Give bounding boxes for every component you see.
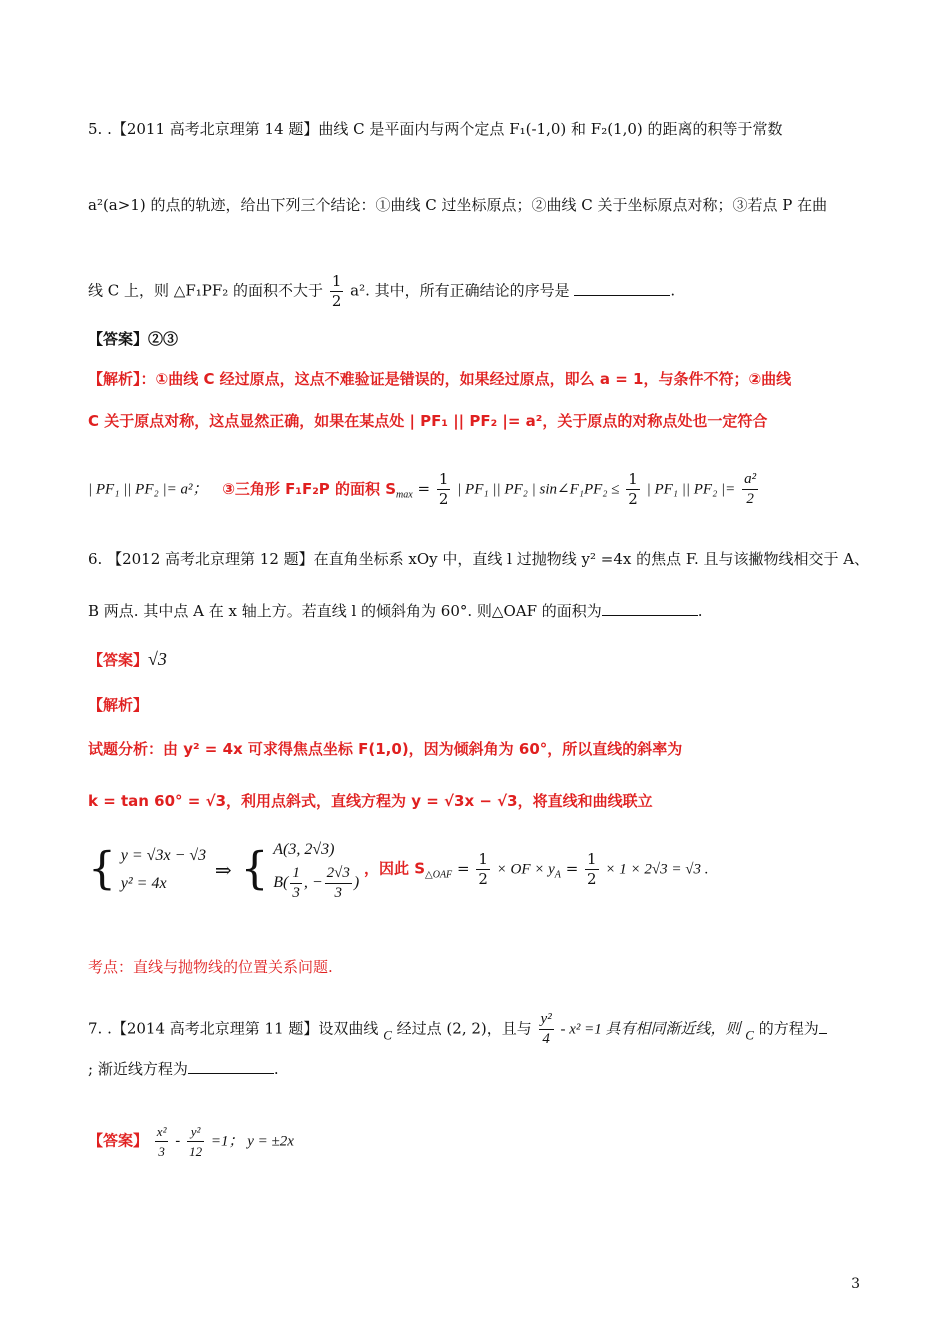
q5-analysis-line3: | PF₁ || PF₂ |= a²； ③三角形 F₁F₂P 的面积 $S_{max}$ = $\frac{1}{2}$ | PF₁ || PF₂ | sin∠F₁PF₂ ≤ $\frac{1}{2}$ | PF₁ || PF₂ |= $\frac{\text{a²}}{2}$ [88, 470, 757, 508]
q7-line1: 7. .【2014 高考北京理第 11 题】设双曲线 C 经过点 (2, 2)，且与 $\frac{\text{y²}}{4}$ - x² =1 具有相同渐近线，则 C 的方程为 [88, 1010, 827, 1049]
page-number: 3 [851, 1276, 860, 1292]
answer-blank [188, 1059, 274, 1074]
q5-analysis-line1: 【解析】：①曲线 C 经过原点，这点不难验证是错误的，如果经过原点，即么 a = 1，与条件不符；②曲线 [88, 370, 792, 388]
q7-line2: ; 渐近线方程为 . [88, 1060, 279, 1078]
q5-answer: 【答案】②③ [88, 330, 179, 348]
q6-answer: 【答案】√3 [88, 649, 167, 669]
answer-blank [574, 281, 670, 296]
q6-line1: 6. 【2012 高考北京理第 12 题】在直角坐标系 xOy 中，直线 l 过抛物线 y² =4x 的焦点 F. 且与该撇物线相交于 A、 [88, 550, 870, 568]
q5-analysis-line2: C 关于原点对称，这点显然正确，如果在某点处 | PF₁ || PF₂ |= a²，关于原点的对称点处也一定符合 [88, 412, 768, 430]
q6-analysis-line2: k = tan 60° = √3，利用点斜式，直线方程为 y = √3x − √3，将直线和曲线联立 [88, 792, 653, 810]
q6-system: { y = √3x − √3 y² = 4x ⇒ { A(3, 2√3) B( $\frac{1}{3}$ , − $\frac{2√3}{3}$ ) ，因此 $S_{\triangle OAF}$ = $\frac{1}{2}$ × OF × $y_A$ = $\frac{1}{2}$ × 1 × 2√3 = √3 . [88, 841, 709, 901]
q6-keypoint: 考点：直线与抛物线的位置关系问题. [88, 958, 333, 976]
q7-answer: 【答案】 $\frac{\text{x²}}{3}$ - $\frac{\text{y²}}{12}$ =1； y = ±2x [88, 1124, 294, 1159]
q5-line2: a²(a>1) 的点的轨迹，给出下列三个结论：①曲线 C 过坐标原点；②曲线 C 关于坐标原点对称；③若点 P 在曲 [88, 196, 828, 214]
q6-line2: B 两点. 其中点 A 在 x 轴上方。若直线 l 的倾斜角为 60°. 则△OAF 的面积为 . [88, 602, 703, 620]
q5-line1: 5. .【2011 高考北京理第 14 题】曲线 C 是平面内与两个定点 F₁(-1,0) 和 F₂(1,0) 的距离的积等于常数 [88, 120, 783, 138]
q6-analysis-label: 【解析】 [88, 696, 149, 714]
q5-line3: 线 C 上，则 △F₁PF₂ 的面积不大于 $\frac{1}{2}$ a². 其中，所有正确结论的序号是 . [88, 272, 676, 310]
answer-blank [602, 601, 698, 616]
q6-analysis-line1: 试题分析：由 y² = 4x 可求得焦点坐标 F(1,0)，因为倾斜角为 60°，所以直线的斜率为 [88, 740, 683, 758]
fraction-half: $\frac{1}{2}$ [331, 272, 342, 310]
